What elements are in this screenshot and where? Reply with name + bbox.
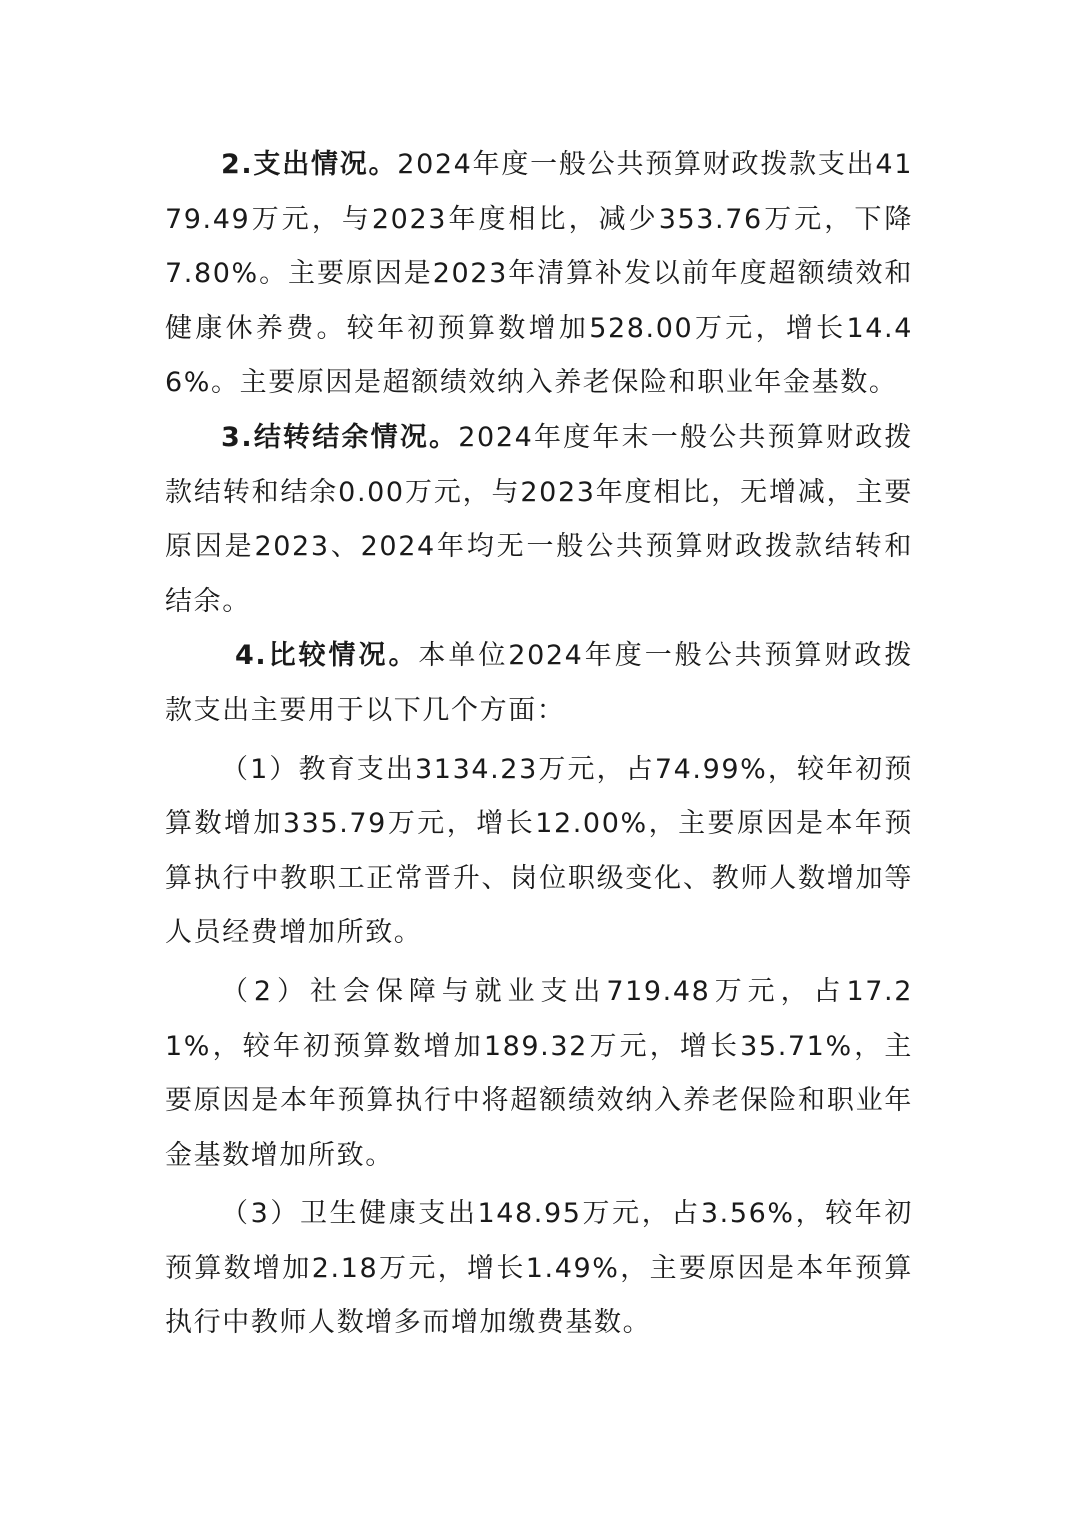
paragraph-heading: 4.比较情况。: [235, 640, 419, 672]
list-item-health: [165, 1187, 913, 1351]
document-body: [165, 138, 913, 1351]
list-item-text: （2）社会保障与就业支出719.48万元，占17.21%，较年初预算数增加189.32万元，增长35.71%，主要原因是本年预算执行中将超额绩效纳入养老保险和职业年金基数增加所致。: [165, 975, 913, 1171]
paragraph-comparison: [165, 629, 913, 738]
paragraph-heading: 2.支出情况。: [221, 149, 398, 180]
paragraph-expenditure: [165, 138, 913, 411]
paragraph-heading: 3.结转结余情况。: [221, 421, 459, 453]
paragraph-text: 本单位2024年度一般公共预算财政拨款支出主要用于以下几个方面：: [165, 640, 913, 726]
paragraph-carryover: [165, 411, 913, 629]
list-item-social-security: [165, 965, 913, 1183]
paragraph-text: 2024年度年末一般公共预算财政拨款结转和结余0.00万元，与2023年度相比，无增减，主要原因是2023、2024年均无一般公共预算财政拨款结转和结余。: [165, 421, 913, 617]
paragraph-text: 2024年度一般公共预算财政拨款支出4179.49万元，与2023年度相比，减少353.76万元，下降7.80%。主要原因是2023年清算补发以前年度超额绩效和健康休养费。较年初预算数增加528.00万元，增长14.46%。主要原因是超额绩效纳入养老保险和职业年金基数。: [165, 149, 913, 399]
list-item-education: [165, 743, 913, 961]
list-item-text: （1）教育支出3134.23万元，占74.99%，较年初预算数增加335.79万元，增长12.00%，主要原因是本年预算执行中教职工正常晋升、岗位职级变化、教师人数增加等人员经费增加所致。: [165, 753, 913, 949]
list-item-text: （3）卫生健康支出148.95万元，占3.56%，较年初预算数增加2.18万元，增长1.49%，主要原因是本年预算执行中教师人数增多而增加缴费基数。: [165, 1198, 913, 1339]
